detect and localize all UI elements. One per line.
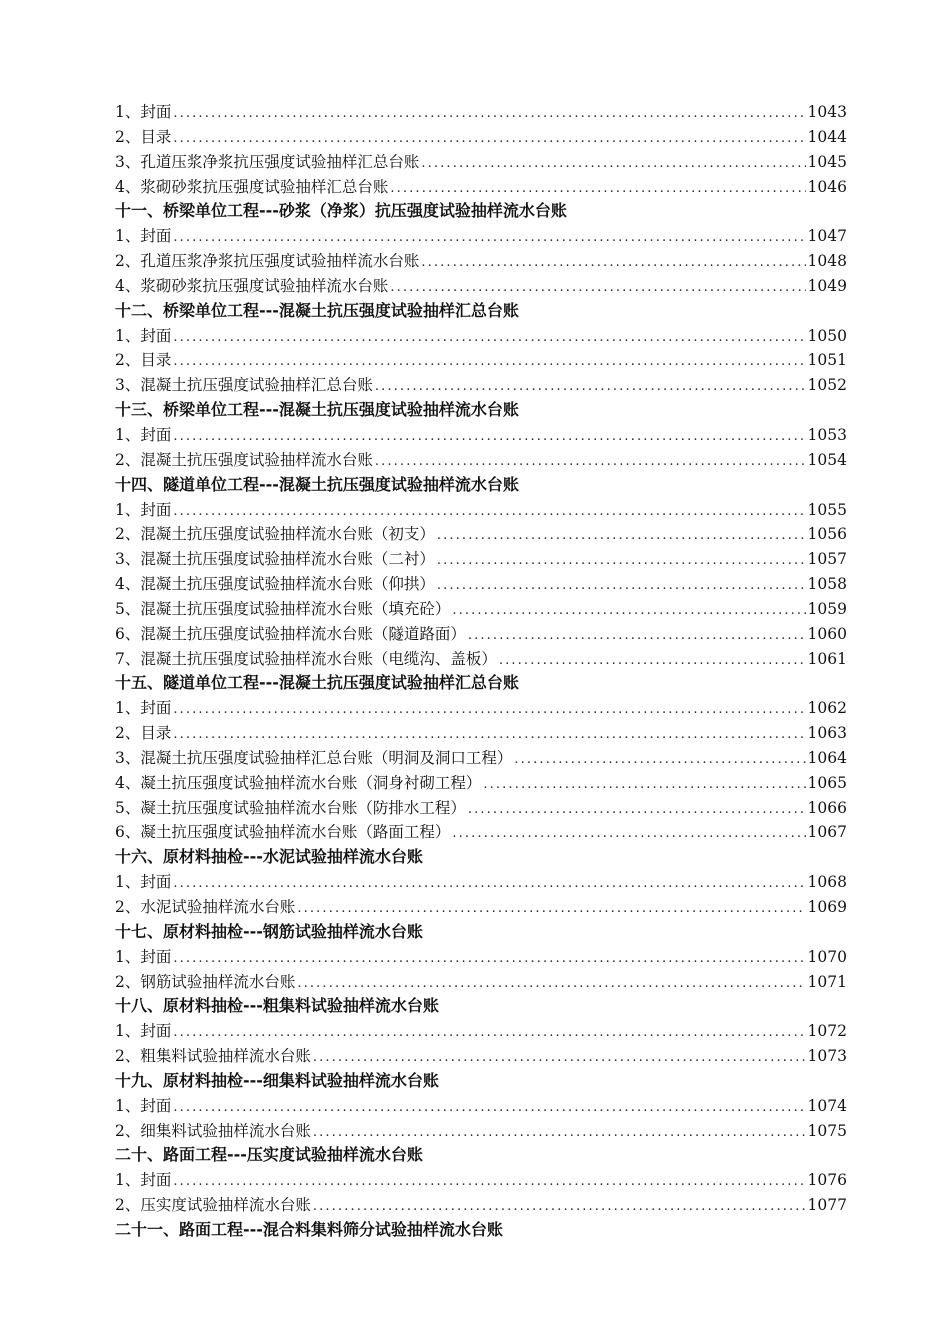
toc-page-number: 1072 [807,1022,847,1041]
toc-section-heading: 二十一、路面工程---混合料集料筛分试验抽样流水台账 [115,1219,503,1239]
toc-entry[interactable] [115,572,847,597]
toc-page-number: 1068 [807,873,847,892]
toc-entry[interactable] [115,547,847,572]
toc-entry-label: 1、封面 [115,1171,172,1190]
toc-page-number: 1076 [807,1171,847,1190]
dot-leader [483,773,805,796]
toc-entry-label: 1、封面 [115,699,172,718]
toc-page-number: 1060 [807,624,847,643]
toc-entry[interactable] [115,125,847,150]
toc-entry[interactable] [115,1193,847,1218]
toc-page-number: 1049 [807,276,847,295]
toc-page-number: 1057 [807,550,847,569]
dot-leader [468,624,806,647]
toc-entry[interactable] [115,498,847,523]
toc-page-number: 1054 [807,450,847,469]
toc-page-number: 1067 [807,823,847,842]
toc-entry[interactable] [115,647,847,672]
toc-entry-label: 4、浆砌砂浆抗压强度试验抽样汇总台账 [115,177,389,196]
toc-page-number: 1075 [807,1121,847,1140]
toc-entry-label: 7、混凝土抗压强度试验抽样流水台账（电缆沟、盖板） [115,649,497,668]
toc-entry-label: 3、孔道压浆净浆抗压强度试验抽样汇总台账 [115,152,420,171]
dot-leader [173,947,805,970]
toc-entry[interactable] [115,721,847,746]
toc-entry-label: 2、压实度试验抽样流水台账 [115,1196,311,1215]
toc-entry[interactable] [115,597,847,622]
toc-entry[interactable] [115,448,847,473]
toc-page-number: 1046 [807,177,847,196]
toc-page-number: 1066 [807,798,847,817]
toc-entry-label: 1、封面 [115,227,172,246]
dot-leader [313,1195,806,1218]
dot-leader [452,822,805,845]
toc-page-number: 1055 [807,500,847,519]
dot-leader [173,326,805,349]
toc-page-number: 1070 [807,947,847,966]
toc-page-number: 1062 [807,699,847,718]
toc-entry-label: 4、浆砌砂浆抗压强度试验抽样流水台账 [115,276,389,295]
toc-section-heading: 十四、隧道单位工程---混凝土抗压强度试验抽样流水台账 [115,474,519,494]
toc-page-number: 1048 [807,252,847,271]
toc-page-number: 1047 [807,227,847,246]
dot-leader [421,251,805,274]
toc-section-heading: 十二、桥梁单位工程---混凝土抗压强度试验抽样汇总台账 [115,300,519,320]
dot-leader [452,599,805,622]
toc-section-heading: 十三、桥梁单位工程---混凝土抗压强度试验抽样流水台账 [115,400,519,420]
dot-leader [421,152,805,175]
toc-page-number: 1059 [807,599,847,618]
toc-entry-label: 1、封面 [115,103,172,121]
toc-entry[interactable] [115,696,847,721]
toc-page-number: 1071 [807,972,847,991]
toc-entry-label: 6、混凝土抗压强度试验抽样流水台账（隧道路面） [115,624,466,643]
toc-entry-label: 4、混凝土抗压强度试验抽样流水台账（仰拱） [115,575,435,594]
toc-entry-label: 2、粗集料试验抽样流水台账 [115,1047,311,1066]
toc-page-number: 1050 [807,326,847,345]
dot-leader [173,226,805,249]
toc-entry-label: 2、孔道压浆净浆抗压强度试验抽样流水台账 [115,252,420,271]
toc-entry[interactable] [115,100,847,125]
toc-section-heading: 十五、隧道单位工程---混凝土抗压强度试验抽样汇总台账 [115,673,519,693]
toc-page-number: 1056 [807,525,847,544]
toc-entry-label: 2、水泥试验抽样流水台账 [115,898,296,916]
toc-entry[interactable] [115,895,847,920]
dot-leader [390,276,805,299]
toc-entry-label: 3、混凝土抗压强度试验抽样汇总台账 [115,376,373,395]
toc-entry[interactable] [115,423,847,448]
toc-entry-label: 3、混凝土抗压强度试验抽样流水台账（二衬） [115,550,435,569]
toc-entry-label: 2、钢筋试验抽样流水台账 [115,972,296,991]
toc-section-heading: 十八、原材料抽检---粗集料试验抽样流水台账 [115,996,439,1016]
toc-entry-label: 6、凝土抗压强度试验抽样流水台账（路面工程） [115,823,451,842]
toc-page-number: 1063 [807,724,847,743]
toc-page-number: 1045 [807,152,847,171]
dot-leader [173,1170,805,1193]
table-of-contents [115,100,847,1243]
toc-entry[interactable] [115,820,847,845]
toc-entry-label: 2、混凝土抗压强度试验抽样流水台账 [115,450,373,469]
toc-entry-label: 4、凝土抗压强度试验抽样流水台账（洞身衬砌工程） [115,773,482,792]
dot-leader [313,1046,806,1069]
toc-entry-label: 2、混凝土抗压强度试验抽样流水台账（初支） [115,525,435,544]
toc-entry[interactable] [115,1094,847,1119]
toc-entry-label: 1、封面 [115,1096,172,1115]
toc-page-number: 1044 [807,127,847,146]
toc-entry[interactable] [115,1119,847,1144]
toc-page-number: 1061 [807,649,847,668]
toc-entry[interactable] [115,150,847,175]
toc-entry[interactable] [115,249,847,274]
toc-entry[interactable] [115,1168,847,1193]
toc-entry-label: 5、混凝土抗压强度试验抽样流水台账（填充砼） [115,599,451,618]
dot-leader [173,500,805,523]
toc-entry[interactable] [115,348,847,373]
dot-leader [375,375,806,398]
toc-entry[interactable] [115,796,847,821]
dot-leader [297,897,805,920]
toc-page-number: 1043 [807,103,847,121]
toc-entry[interactable] [115,224,847,249]
dot-leader [499,649,806,672]
dot-leader [437,524,806,547]
toc-entry-label: 2、目录 [115,724,172,743]
dot-leader [173,1096,805,1119]
dot-leader [375,450,806,473]
dot-leader [173,872,805,895]
toc-entry-label: 1、封面 [115,1022,172,1041]
toc-entry-label: 1、封面 [115,425,172,444]
toc-page-number: 1074 [807,1096,847,1115]
toc-entry[interactable] [115,870,847,895]
toc-entry[interactable] [115,622,847,647]
dot-leader [173,350,805,373]
dot-leader [173,723,805,746]
toc-page-number: 1065 [807,773,847,792]
toc-entry-label: 3、混凝土抗压强度试验抽样汇总台账（明洞及洞口工程） [115,748,513,767]
dot-leader [173,102,805,125]
toc-entry[interactable] [115,324,847,349]
dot-leader [297,972,805,995]
toc-page-number: 1064 [807,748,847,767]
toc-page-number: 1053 [807,425,847,444]
dot-leader [313,1121,806,1144]
dot-leader [437,574,806,597]
toc-entry-label: 2、细集料试验抽样流水台账 [115,1121,311,1140]
toc-section-heading: 二十、路面工程---压实度试验抽样流水台账 [115,1145,423,1165]
toc-page-number: 1069 [807,898,847,916]
toc-entry[interactable] [115,1044,847,1069]
toc-entry[interactable] [115,746,847,771]
toc-entry[interactable] [115,771,847,796]
toc-page-number: 1051 [807,351,847,370]
toc-page-number: 1073 [807,1047,847,1066]
toc-entry[interactable] [115,175,847,200]
toc-section-heading: 十七、原材料抽检---钢筋试验抽样流水台账 [115,921,423,941]
toc-page-number: 1052 [807,376,847,395]
dot-leader [390,177,805,200]
toc-entry[interactable] [115,373,847,398]
toc-entry[interactable] [115,522,847,547]
toc-entry-label: 1、封面 [115,500,172,519]
toc-entry[interactable] [115,274,847,299]
toc-entry[interactable] [115,945,847,970]
toc-entry-label: 1、封面 [115,326,172,345]
dot-leader [173,1021,805,1044]
dot-leader [173,425,805,448]
toc-entry-label: 5、凝土抗压强度试验抽样流水台账（防排水工程） [115,798,466,817]
toc-entry-label: 2、目录 [115,127,172,146]
toc-entry-label: 1、封面 [115,947,172,966]
dot-leader [173,127,805,150]
toc-page-number: 1077 [807,1196,847,1215]
toc-section-heading: 十六、原材料抽检---水泥试验抽样流水台账 [115,847,423,867]
dot-leader [468,798,806,821]
toc-section-heading: 十九、原材料抽检---细集料试验抽样流水台账 [115,1070,439,1090]
toc-entry[interactable] [115,970,847,995]
dot-leader [173,698,805,721]
toc-entry[interactable] [115,1019,847,1044]
toc-entry-label: 2、目录 [115,351,172,370]
dot-leader [514,748,805,771]
toc-entry-label: 1、封面 [115,873,172,892]
toc-section-heading: 十一、桥梁单位工程---砂浆（净浆）抗压强度试验抽样流水台账 [115,201,567,221]
dot-leader [437,549,806,572]
toc-page-number: 1058 [807,575,847,594]
